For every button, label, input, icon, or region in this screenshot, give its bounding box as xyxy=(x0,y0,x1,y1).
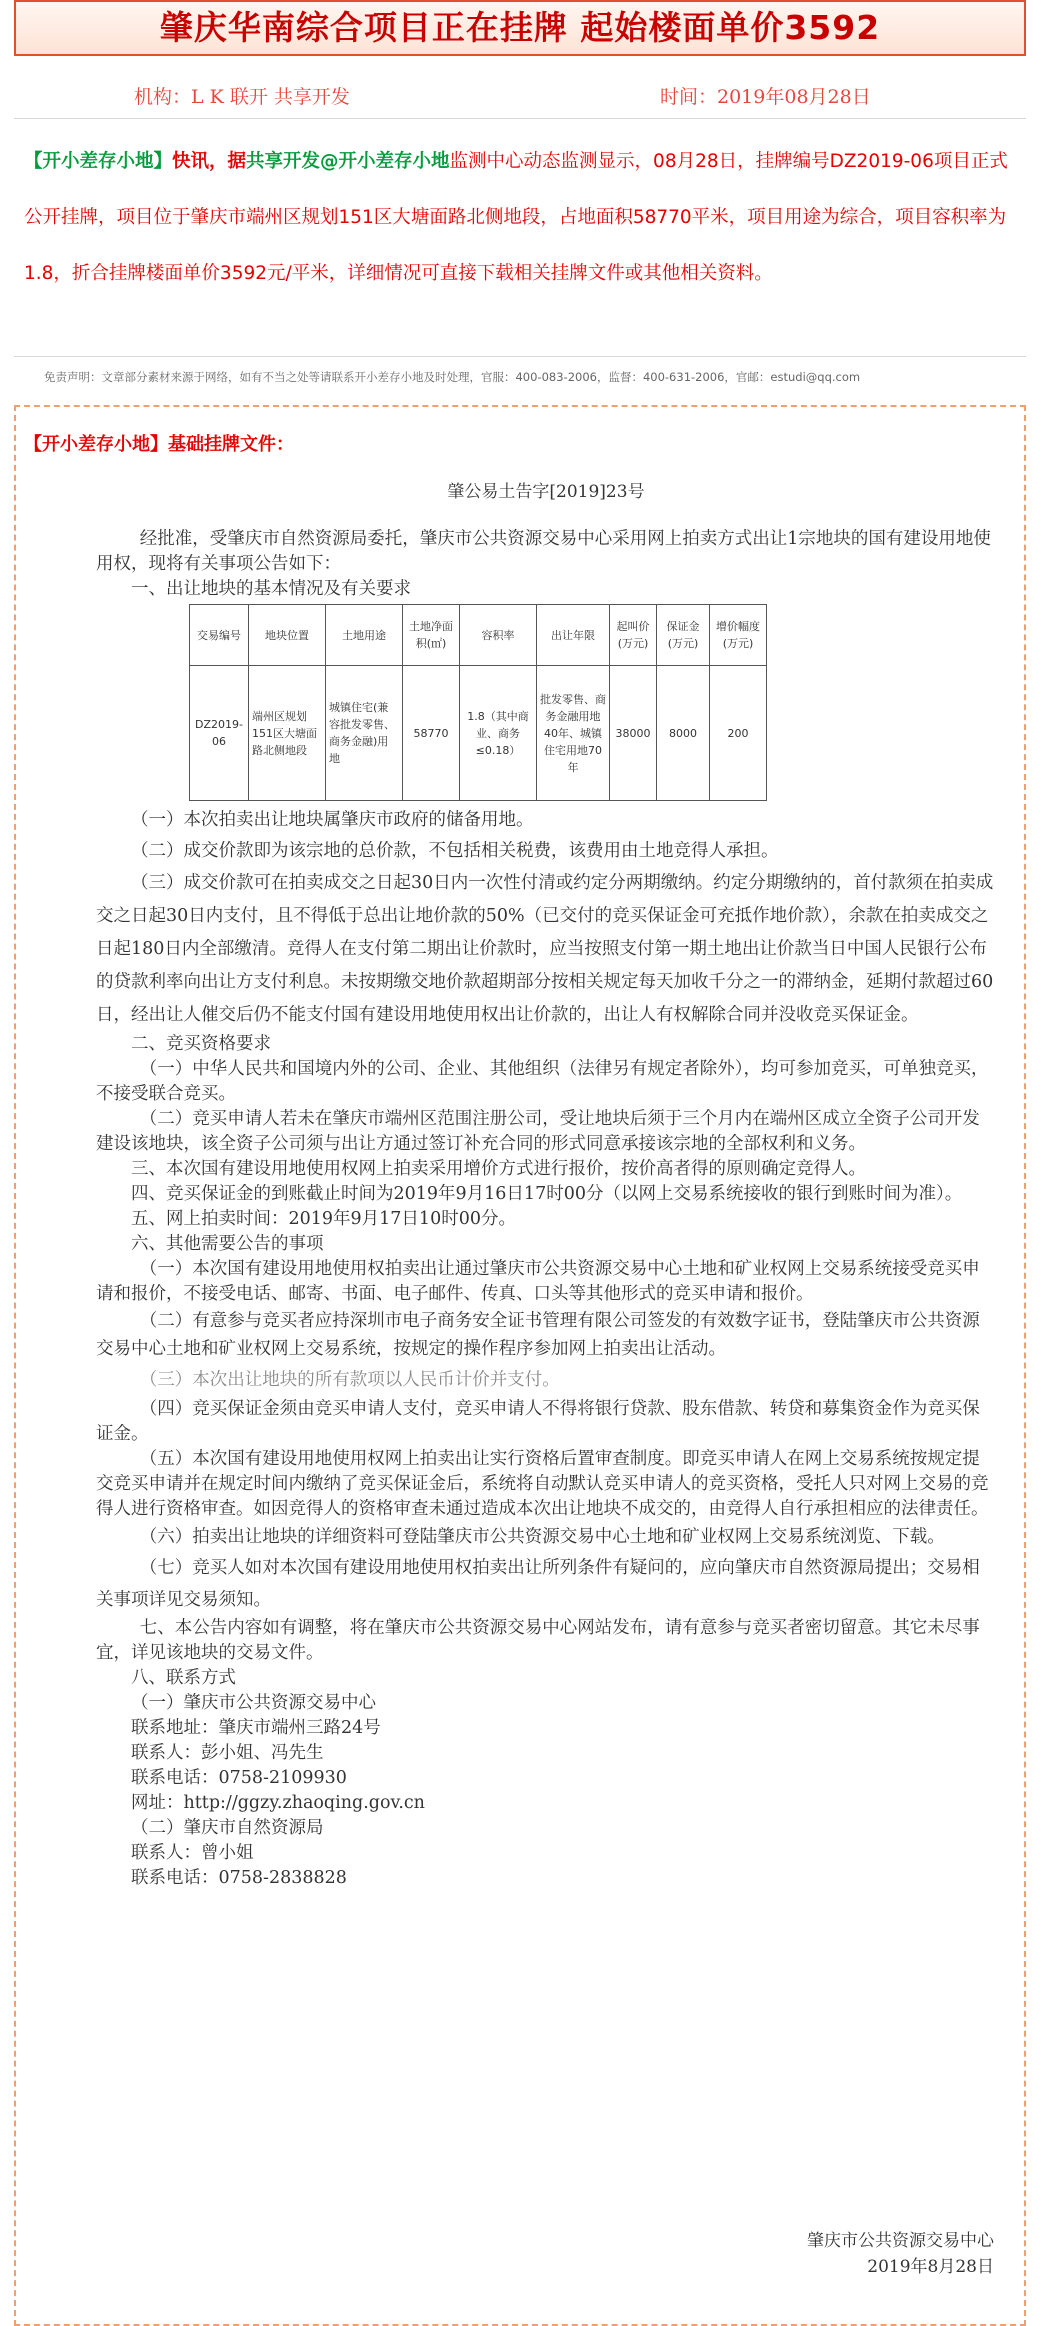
divider-mid xyxy=(14,356,1026,357)
section-5: 五、网上拍卖时间：2019年9月17日10时00分。 xyxy=(131,1209,516,1229)
divider-top xyxy=(14,118,1026,119)
summary-brand: 【开小差存小地】 xyxy=(24,151,173,172)
summary-body: 监测中心动态监测显示，08月28日，挂牌编号DZ2019-06项目正式公开挂牌，项目位于肇庆市端州区规划151区大塘面路北侧地段，占地面积58770平米，项目用途为综合，项目容积率为1.8，折合挂牌楼面单价3592元/平米，详细情况可直接下载相关挂牌文件或其他相关资料。 xyxy=(24,151,1008,284)
contact-person-1: 联系人：彭小姐、冯先生 xyxy=(131,1743,324,1763)
section-2-heading: 二、竞买资格要求 xyxy=(131,1034,271,1054)
clause-6-5: （五）本次国有建设用地使用权网上拍卖出让实行资格后置审查制度。即竞买申请人在网上交易系统按规定提交竞买申请并在规定时间内缴纳了竞买保证金后，系统将自动默认竞买申请人的竞买资格，受托人只对网上交易的竞得人进行资格审查。如因竞得人的资格审查未通过造成本次出让地块不成交的，由竞得人自行承担相应的法律责任。 xyxy=(96,1449,989,1519)
table-cell: 200 xyxy=(710,666,767,801)
summary-source: 共享开发@开小差存小地 xyxy=(246,151,450,172)
table-cell: 38000 xyxy=(610,666,657,801)
clause-1-3: （三）成交价款可在拍卖成交之日起30日内一次性付清或约定分两期缴纳。约定分期缴纳的，首付款须在拍卖成交之日起30日内支付，且不得低于总出让地价款的50%（已交付的竞买保证金可充抵作地价款），余款在拍卖成交之日起180日内全部缴清。竞得人在支付第二期出让价款时，应当按照支付第一期土地出让价款当日中国人民银行公布的贷款利率向出让方支付利息。未按期缴交地价款超期部分按相关规定每天加收千分之一的滞纳金，延期付款超过60日，经出让人催交后仍不能支付国有建设用地使用权出让价款的，出让人有权解除合同并没收竞买保证金。 xyxy=(96,873,994,1025)
table-cell: 城镇住宅(兼容批发零售、商务金融)用地 xyxy=(326,666,403,801)
contact-address: 联系地址：肇庆市端州三路24号 xyxy=(131,1718,381,1738)
table-header-cell: 地块位置 xyxy=(249,605,326,666)
signature-block xyxy=(754,2228,994,2280)
table-cell: 8000 xyxy=(657,666,710,801)
clause-6-2: （二）有意参与竞买者应持深圳市电子商务安全证书管理有限公司签发的有效数字证书，登陆肇庆市公共资源交易中心土地和矿业权网上交易系统，按规定的操作程序参加网上拍卖出让活动。 xyxy=(96,1311,980,1359)
table-header-cell: 土地用途 xyxy=(326,605,403,666)
section-title: 【开小差存小地】基础挂牌文件： xyxy=(24,434,294,455)
table-cell: DZ2019-06 xyxy=(190,666,249,801)
table-header-cell: 出让年限 xyxy=(537,605,610,666)
section-6-heading: 六、其他需要公告的事项 xyxy=(131,1234,324,1254)
contact-phone-1: 联系电话：0758-2109930 xyxy=(131,1768,347,1788)
disclaimer: 免责声明：文章部分素材来源于网络，如有不当之处等请联系开小差存小地及时处理，官服：400-083-2006，监督：400-631-2006，官邮：estudi@qq.com xyxy=(44,370,861,384)
clause-6-3: （三）本次出让地块的所有款项以人民币计价并支付。 xyxy=(139,1370,560,1390)
parcel-table xyxy=(189,604,767,801)
contact-org-1: （一）肇庆市公共资源交易中心 xyxy=(131,1693,376,1713)
summary-text xyxy=(24,134,1014,302)
clause-6-1: （一）本次国有建设用地使用权拍卖出让通过肇庆市公共资源交易中心土地和矿业权网上交易系统接受竞买申请和报价，不接受电话、邮寄、书面、电子邮件、传真、口头等其他形式的竞买申请和报价。 xyxy=(96,1259,980,1304)
contact-person-2: 联系人：曾小姐 xyxy=(131,1843,254,1863)
clause-1-1: （一）本次拍卖出让地块属肇庆市政府的储备用地。 xyxy=(131,810,534,830)
table-header-cell: 增价幅度(万元) xyxy=(710,605,767,666)
table-header-cell: 起叫价(万元) xyxy=(610,605,657,666)
table-cell: 1.8（其中商业、商务≤0.18） xyxy=(460,666,537,801)
clause-6-6: （六）拍卖出让地块的详细资料可登陆肇庆市公共资源交易中心土地和矿业权网上交易系统浏览、下载。 xyxy=(139,1527,945,1547)
title-banner xyxy=(14,0,1026,56)
table-row xyxy=(190,666,767,801)
notice-document xyxy=(96,480,996,1891)
section-1-heading: 一、出让地块的基本情况及有关要求 xyxy=(131,579,411,599)
org-meta: 机构：L K 联开 共享开发 xyxy=(134,86,350,108)
clause-6-7: （七）竞买人如对本次国有建设用地使用权拍卖出让所列条件有疑问的，应向肇庆市自然资源局提出；交易相关事项详见交易须知。 xyxy=(96,1558,980,1610)
notice-intro: 经批准，受肇庆市自然资源局委托，肇庆市公共资源交易中心采用网上拍卖方式出让1宗地块的国有建设用地使用权，现将有关事项公告如下： xyxy=(96,529,991,574)
table-cell: 批发零售、商务金融用地40年、城镇住宅用地70年 xyxy=(537,666,610,801)
notice-number: 肇公易土告字[2019]23号 xyxy=(447,482,645,502)
clause-6-4: （四）竞买保证金须由竞买申请人支付，竞买申请人不得将银行贷款、股东借款、转贷和募集资金作为竞买保证金。 xyxy=(96,1399,980,1444)
sign-org: 肇庆市公共资源交易中心 xyxy=(807,2231,994,2251)
section-7: 七、本公告内容如有调整，将在肇庆市公共资源交易中心网站发布，请有意参与竞买者密切留意。其它未尽事宜，详见该地块的交易文件。 xyxy=(96,1618,980,1663)
section-3: 三、本次国有建设用地使用权网上拍卖采用增价方式进行报价，按价高者得的原则确定竞得人。 xyxy=(131,1159,866,1179)
sign-date: 2019年8月28日 xyxy=(867,2257,994,2277)
table-cell: 端州区规划151区大塘面路北侧地段 xyxy=(249,666,326,801)
table-header-cell: 土地净面积(㎡) xyxy=(403,605,460,666)
clause-1-2: （二）成交价款即为该宗地的总价款，不包括相关税费，该费用由土地竞得人承担。 xyxy=(131,841,779,861)
page-title: 肇庆华南综合项目正在挂牌 起始楼面单价3592 xyxy=(159,8,881,47)
table-cell: 58770 xyxy=(403,666,460,801)
table-header-cell: 保证金(万元) xyxy=(657,605,710,666)
table-header-cell: 交易编号 xyxy=(190,605,249,666)
clause-2-2: （二）竞买申请人若未在肇庆市端州区范围注册公司，受让地块后须于三个月内在端州区成立全资子公司开发建设该地块，该全资子公司须与出让方通过签订补充合同的形式同意承接该宗地的全部权利和义务。 xyxy=(96,1109,980,1154)
table-header-row xyxy=(190,605,767,666)
contact-website[interactable]: 网址：http://ggzy.zhaoqing.gov.cn xyxy=(131,1793,425,1813)
clause-2-1: （一）中华人民共和国境内外的公司、企业、其他组织（法律另有规定者除外），均可参加竞买，可单独竞买，不接受联合竞买。 xyxy=(96,1059,989,1104)
time-meta: 时间：2019年08月28日 xyxy=(660,86,871,108)
section-4: 四、竞买保证金的到账截止时间为2019年9月16日17时00分（以网上交易系统接收的银行到账时间为准）。 xyxy=(131,1184,963,1204)
summary-kuaixun: 快讯，据 xyxy=(172,151,247,172)
contact-phone-2: 联系电话：0758-2838828 xyxy=(131,1868,347,1888)
contact-org-2: （二）肇庆市自然资源局 xyxy=(131,1818,324,1838)
section-8-heading: 八、联系方式 xyxy=(131,1668,236,1688)
table-header-cell: 容积率 xyxy=(460,605,537,666)
